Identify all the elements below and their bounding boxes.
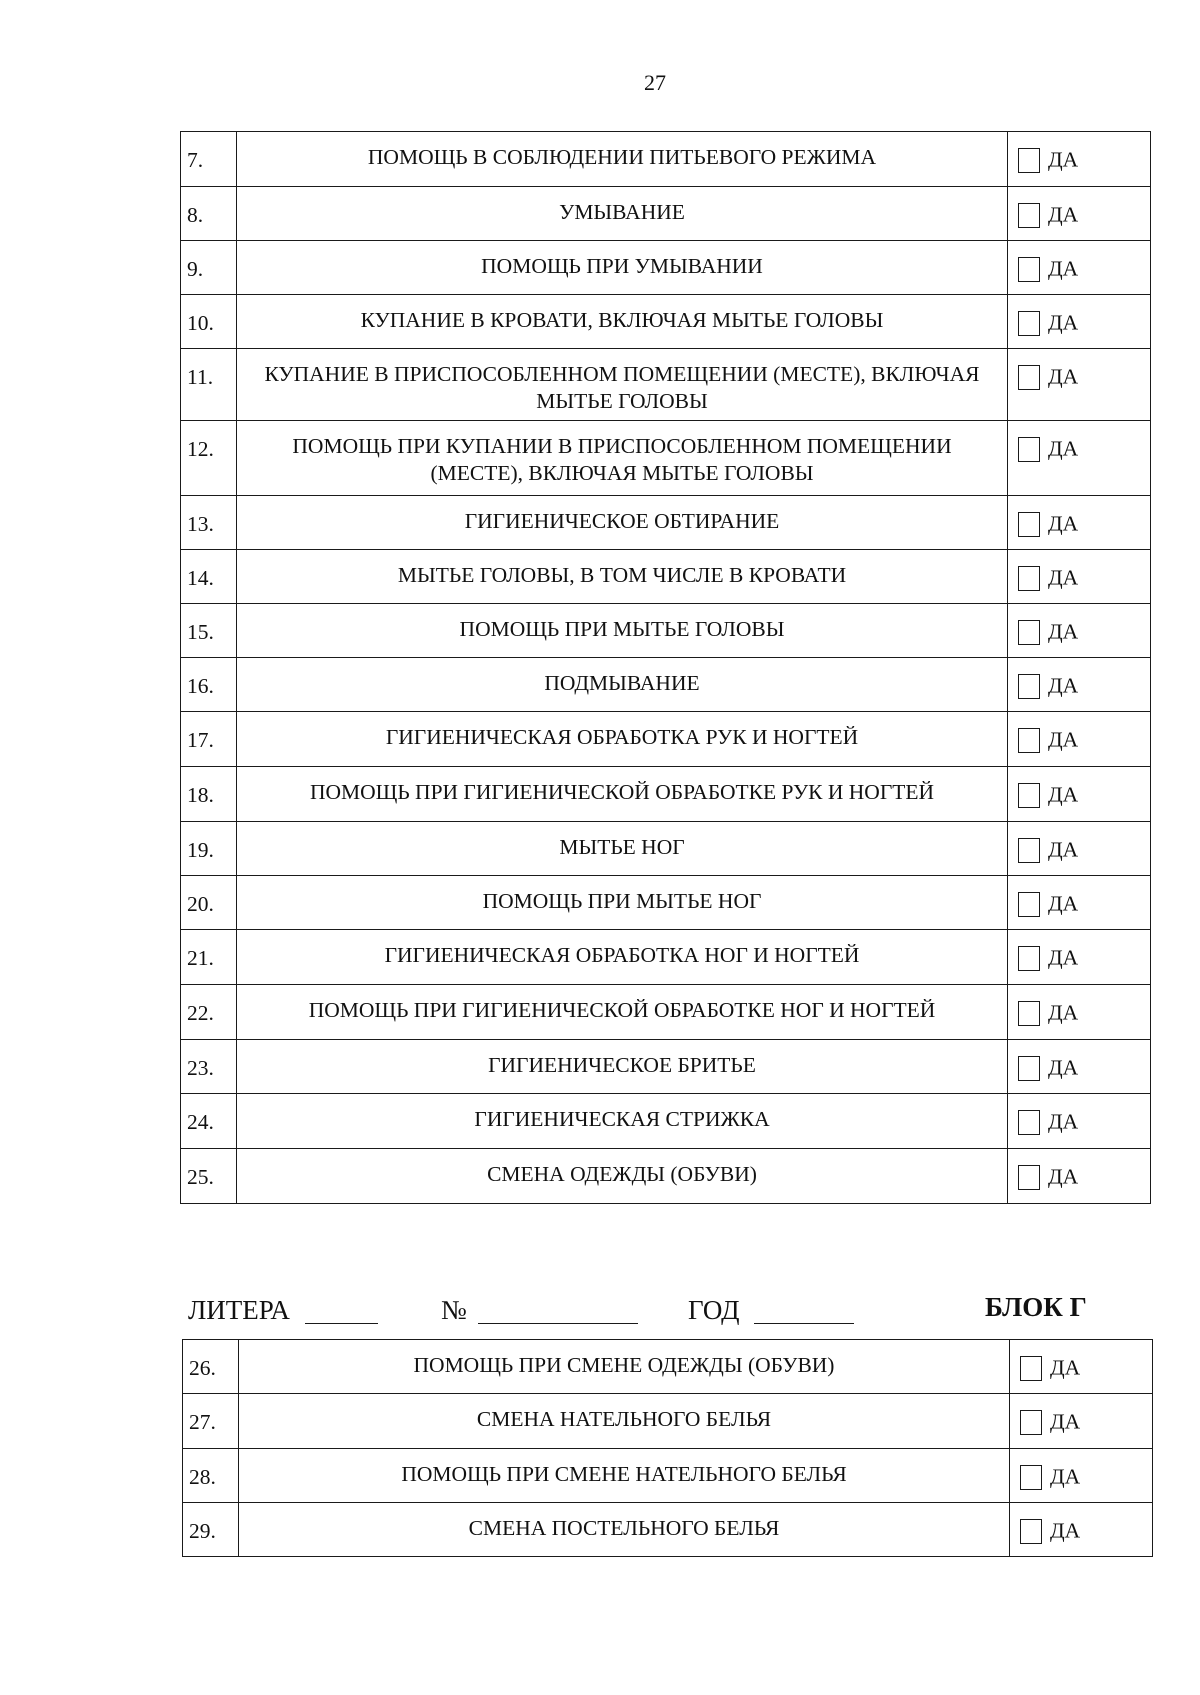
yes-option — [1008, 604, 1151, 658]
service-name: ПОДМЫВАНИЕ — [237, 658, 1008, 712]
service-name: КУПАНИЕ В ПРИСПОСОБЛЕННОМ ПОМЕЩЕНИИ (МЕСТЕ), ВКЛЮЧАЯ МЫТЬЕ ГОЛОВЫ — [237, 349, 1008, 421]
yes-checkbox[interactable] — [1018, 311, 1040, 336]
service-name: СМЕНА ОДЕЖДЫ (ОБУВИ) — [237, 1149, 1008, 1204]
row-number: 23. — [181, 1040, 237, 1094]
row-number: 22. — [181, 985, 237, 1040]
row-number: 20. — [181, 876, 237, 930]
yes-checkbox[interactable] — [1018, 1056, 1040, 1081]
yes-option — [1008, 421, 1151, 496]
service-name: ГИГИЕНИЧЕСКОЕ ОБТИРАНИЕ — [237, 496, 1008, 550]
service-name: ГИГИЕНИЧЕСКАЯ ОБРАБОТКА РУК И НОГТЕЙ — [237, 712, 1008, 767]
yes-option — [1008, 496, 1151, 550]
table-row — [181, 421, 1151, 496]
table-row — [181, 658, 1151, 712]
yes-label: ДА — [1048, 364, 1079, 389]
service-name: ПОМОЩЬ ПРИ УМЫВАНИИ — [237, 241, 1008, 295]
yes-option — [1008, 241, 1151, 295]
row-number: 18. — [181, 767, 237, 822]
yes-checkbox[interactable] — [1020, 1519, 1042, 1544]
yes-checkbox[interactable] — [1018, 892, 1040, 917]
yes-option — [1008, 822, 1151, 876]
yes-option — [1008, 930, 1151, 985]
service-name: ПОМОЩЬ ПРИ ГИГИЕНИЧЕСКОЙ ОБРАБОТКЕ НОГ И НОГТЕЙ — [237, 985, 1008, 1040]
row-number: 17. — [181, 712, 237, 767]
yes-checkbox[interactable] — [1018, 148, 1040, 173]
yes-checkbox[interactable] — [1020, 1410, 1042, 1435]
yes-option — [1008, 876, 1151, 930]
number-field[interactable] — [478, 1295, 638, 1324]
service-name: ПОМОЩЬ ПРИ МЫТЬЕ ГОЛОВЫ — [237, 604, 1008, 658]
table-row — [181, 1040, 1151, 1094]
row-number: 11. — [181, 349, 237, 421]
service-name: СМЕНА НАТЕЛЬНОГО БЕЛЬЯ — [239, 1394, 1010, 1449]
service-name: СМЕНА ПОСТЕЛЬНОГО БЕЛЬЯ — [239, 1503, 1010, 1557]
yes-checkbox[interactable] — [1018, 203, 1040, 228]
service-name: ПОМОЩЬ ПРИ СМЕНЕ ОДЕЖДЫ (ОБУВИ) — [239, 1340, 1010, 1394]
header-line — [188, 1292, 1148, 1331]
row-number: 25. — [181, 1149, 237, 1204]
service-name: ПОМОЩЬ ПРИ СМЕНЕ НАТЕЛЬНОГО БЕЛЬЯ — [239, 1449, 1010, 1503]
table-row — [181, 132, 1151, 187]
litera-field[interactable] — [305, 1295, 378, 1324]
yes-label: ДА — [1050, 1464, 1081, 1489]
service-name: ПОМОЩЬ В СОБЛЮДЕНИИ ПИТЬЕВОГО РЕЖИМА — [237, 132, 1008, 187]
table-row — [181, 1094, 1151, 1149]
row-number: 8. — [181, 187, 237, 241]
yes-checkbox[interactable] — [1018, 946, 1040, 971]
services-table-2-body — [183, 1340, 1153, 1557]
yes-checkbox[interactable] — [1018, 566, 1040, 591]
page-number: 27 — [644, 70, 666, 95]
yes-label: ДА — [1048, 673, 1079, 698]
table-row — [181, 295, 1151, 349]
yes-label: ДА — [1050, 1355, 1081, 1380]
yes-checkbox[interactable] — [1018, 1110, 1040, 1135]
row-number: 12. — [181, 421, 237, 496]
yes-option — [1008, 550, 1151, 604]
yes-option — [1008, 1094, 1151, 1149]
service-name: ГИГИЕНИЧЕСКАЯ СТРИЖКА — [237, 1094, 1008, 1149]
yes-option — [1008, 132, 1151, 187]
row-number: 9. — [181, 241, 237, 295]
yes-option — [1010, 1394, 1153, 1449]
yes-option — [1008, 767, 1151, 822]
yes-label: ДА — [1048, 945, 1079, 970]
service-name: ПОМОЩЬ ПРИ КУПАНИИ В ПРИСПОСОБЛЕННОМ ПОМЕЩЕНИИ (МЕСТЕ), ВКЛЮЧАЯ МЫТЬЕ ГОЛОВЫ — [237, 421, 1008, 496]
row-number: 19. — [181, 822, 237, 876]
row-number: 13. — [181, 496, 237, 550]
yes-checkbox[interactable] — [1018, 783, 1040, 808]
yes-checkbox[interactable] — [1018, 674, 1040, 699]
yes-label: ДА — [1048, 727, 1079, 752]
yes-label: ДА — [1048, 511, 1079, 536]
yes-option — [1008, 295, 1151, 349]
service-name: МЫТЬЕ НОГ — [237, 822, 1008, 876]
table-row — [181, 985, 1151, 1040]
yes-label: ДА — [1048, 1109, 1079, 1134]
table-row — [181, 349, 1151, 421]
row-number: 29. — [183, 1503, 239, 1557]
yes-option — [1008, 349, 1151, 421]
service-name: КУПАНИЕ В КРОВАТИ, ВКЛЮЧАЯ МЫТЬЕ ГОЛОВЫ — [237, 295, 1008, 349]
service-name: ГИГИЕНИЧЕСКАЯ ОБРАБОТКА НОГ И НОГТЕЙ — [237, 930, 1008, 985]
table-row — [181, 496, 1151, 550]
yes-checkbox[interactable] — [1018, 838, 1040, 863]
row-number: 7. — [181, 132, 237, 187]
yes-checkbox[interactable] — [1018, 365, 1040, 390]
yes-label: ДА — [1048, 256, 1079, 281]
yes-label: ДА — [1048, 310, 1079, 335]
yes-checkbox[interactable] — [1018, 437, 1040, 462]
yes-option — [1008, 1149, 1151, 1204]
litera-label: ЛИТЕРА — [188, 1295, 290, 1325]
yes-label: ДА — [1048, 202, 1079, 227]
yes-label: ДА — [1048, 891, 1079, 916]
yes-option — [1010, 1340, 1153, 1394]
yes-label: ДА — [1048, 1164, 1079, 1189]
yes-checkbox[interactable] — [1018, 1001, 1040, 1026]
table-row — [181, 241, 1151, 295]
yes-option — [1008, 712, 1151, 767]
yes-checkbox[interactable] — [1018, 512, 1040, 537]
yes-label: ДА — [1048, 837, 1079, 862]
yes-option — [1008, 187, 1151, 241]
row-number: 14. — [181, 550, 237, 604]
yes-checkbox[interactable] — [1018, 1165, 1040, 1190]
yes-checkbox[interactable] — [1020, 1356, 1042, 1381]
yes-label: ДА — [1048, 1000, 1079, 1025]
yes-checkbox[interactable] — [1018, 620, 1040, 645]
table-row — [183, 1394, 1153, 1449]
yes-label: ДА — [1048, 619, 1079, 644]
yes-option — [1010, 1503, 1153, 1557]
yes-option — [1008, 985, 1151, 1040]
table-row — [183, 1449, 1153, 1503]
year-label: ГОД — [688, 1295, 740, 1325]
row-number: 24. — [181, 1094, 237, 1149]
table-row — [181, 822, 1151, 876]
yes-label: ДА — [1050, 1518, 1081, 1543]
block-label: БЛОК Г — [985, 1292, 1087, 1322]
service-name: УМЫВАНИЕ — [237, 187, 1008, 241]
service-name: МЫТЬЕ ГОЛОВЫ, В ТОМ ЧИСЛЕ В КРОВАТИ — [237, 550, 1008, 604]
table-row — [183, 1503, 1153, 1557]
yes-label: ДА — [1048, 436, 1079, 461]
yes-option — [1008, 658, 1151, 712]
table-row — [181, 604, 1151, 658]
table-row — [181, 767, 1151, 822]
row-number: 15. — [181, 604, 237, 658]
yes-checkbox[interactable] — [1018, 257, 1040, 282]
number-label: № — [441, 1295, 467, 1325]
year-field[interactable] — [754, 1295, 854, 1324]
yes-label: ДА — [1048, 565, 1079, 590]
yes-checkbox[interactable] — [1020, 1465, 1042, 1490]
table-row — [181, 1149, 1151, 1204]
row-number: 10. — [181, 295, 237, 349]
service-name: ПОМОЩЬ ПРИ МЫТЬЕ НОГ — [237, 876, 1008, 930]
row-number: 27. — [183, 1394, 239, 1449]
yes-label: ДА — [1048, 1055, 1079, 1080]
service-name: ГИГИЕНИЧЕСКОЕ БРИТЬЕ — [237, 1040, 1008, 1094]
services-table-2 — [182, 1339, 1153, 1557]
yes-label: ДА — [1048, 147, 1079, 172]
row-number: 16. — [181, 658, 237, 712]
table-row — [181, 550, 1151, 604]
service-name: ПОМОЩЬ ПРИ ГИГИЕНИЧЕСКОЙ ОБРАБОТКЕ РУК И НОГТЕЙ — [237, 767, 1008, 822]
row-number: 21. — [181, 930, 237, 985]
yes-option — [1008, 1040, 1151, 1094]
yes-label: ДА — [1048, 782, 1079, 807]
row-number: 28. — [183, 1449, 239, 1503]
table-row — [181, 930, 1151, 985]
yes-checkbox[interactable] — [1018, 728, 1040, 753]
row-number: 26. — [183, 1340, 239, 1394]
services-table-1 — [180, 131, 1151, 1204]
services-table-1-body — [181, 132, 1151, 1204]
table-row — [181, 187, 1151, 241]
table-row — [181, 712, 1151, 767]
yes-option — [1010, 1449, 1153, 1503]
table-row — [183, 1340, 1153, 1394]
yes-label: ДА — [1050, 1409, 1081, 1434]
table-row — [181, 876, 1151, 930]
